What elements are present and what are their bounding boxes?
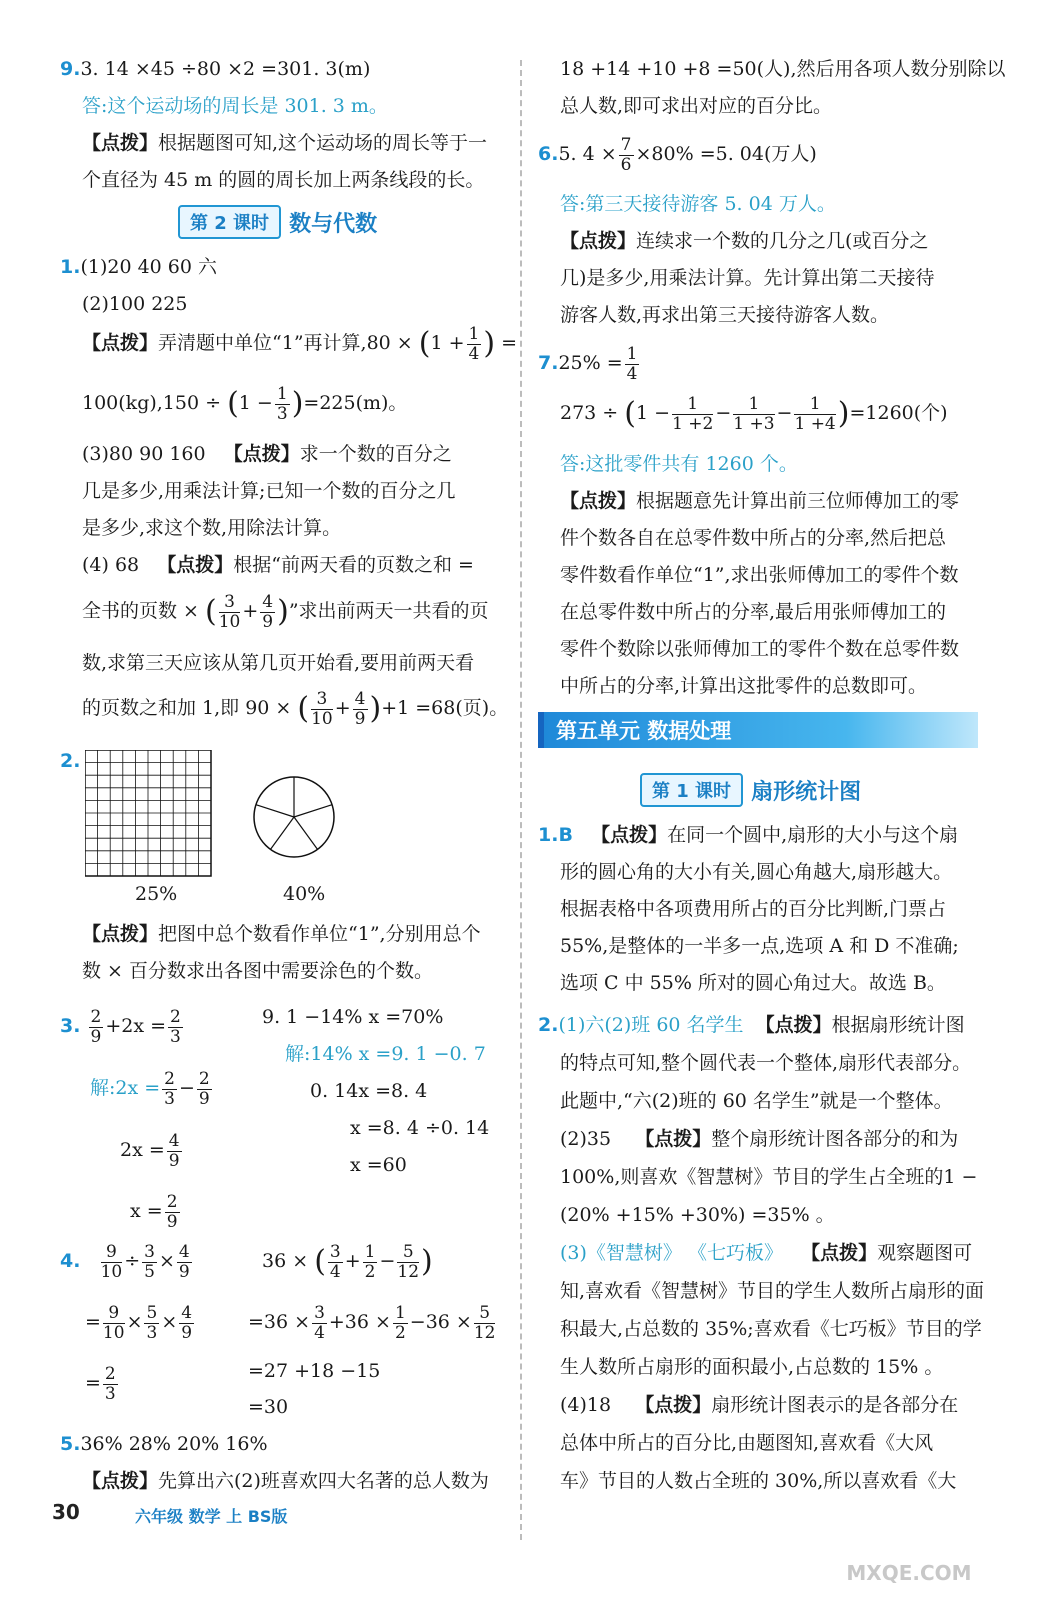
expr: 1 + xyxy=(430,332,465,355)
q4-b-line2 xyxy=(248,1304,497,1342)
banner-bar xyxy=(538,712,544,748)
expr: x = xyxy=(130,1200,163,1223)
expr: ÷ xyxy=(124,1250,141,1273)
q7-tip-1 xyxy=(560,492,959,511)
expr: × xyxy=(126,1311,143,1334)
q4-a-line1 xyxy=(60,1243,194,1281)
tip-text: 求一个数的百分之 xyxy=(299,443,452,465)
q2-tip-1 xyxy=(82,925,481,944)
fraction: $\frac{2}{3}$ xyxy=(104,1364,116,1404)
tip-tag: 【点拨】 xyxy=(591,824,668,846)
q3-a-line4 xyxy=(130,1193,182,1231)
tip-text: 扇形统计图表示的是各部分在 xyxy=(711,1394,959,1416)
q3-a-line1 xyxy=(60,1008,185,1046)
r2-p1-tip-2: 的特点可知,整个圆代表一个整体,扇形代表部分。 xyxy=(560,1052,972,1074)
tip-text: 观察题图可 xyxy=(877,1242,973,1264)
r1-tip-4: 55%,是整体的一半多一点,选项 A 和 D 不准确; xyxy=(560,935,959,957)
q1-p3-tip-2: 几是多少,用乘法计算;已知一个数的百分之几 xyxy=(82,480,456,502)
expr: 1 − xyxy=(636,402,671,425)
q7-tip-5: 零件个数除以张师傅加工的零件个数在总零件数 xyxy=(560,638,960,660)
fraction: $\frac{4}{9}$ xyxy=(354,689,366,729)
tip-text: 的页数之和加 1,即 90 × xyxy=(82,697,292,720)
tip-text: 先算出六(2)班喜欢四大名著的总人数为 xyxy=(158,1470,489,1492)
tip-text: 根据“前两天看的页数之和 = xyxy=(233,554,474,576)
expr: 1 − xyxy=(238,392,273,415)
r2-part2 xyxy=(560,1130,958,1149)
q1-p4-tip-3: 数,求第三天应该从第几页开始看,要用前两天看 xyxy=(82,652,475,674)
tip-tag: 【点拨】 xyxy=(755,1014,832,1036)
circle-diagram xyxy=(252,775,336,859)
fraction: $\frac{9}{10}$ xyxy=(100,1242,123,1282)
tip-tag: 【点拨】 xyxy=(223,443,300,465)
r2-number: 2. xyxy=(538,1014,559,1036)
r1-line xyxy=(538,826,958,845)
q1-p3-tip-3: 是多少,求这个数,用除法计算。 xyxy=(82,517,342,539)
expr: 5. 4 × xyxy=(558,143,617,166)
tip-text: 全书的页数 × xyxy=(82,600,199,623)
q6-number: 6. xyxy=(538,143,559,166)
grid-diagram xyxy=(85,750,213,878)
expr: 2x = xyxy=(120,1139,165,1162)
q9-tip-2: 个直径为 45 m 的圆的周长加上两条线段的长。 xyxy=(82,169,485,191)
r1-number: 1. xyxy=(538,824,559,846)
q1-tip-line-a: 【点拨】弄清题中单位“1”再计算,80 × (1 + $\frac{1}{4}$ ) = xyxy=(82,324,518,364)
column-divider xyxy=(520,60,522,1540)
q1-part4 xyxy=(82,556,474,575)
fraction: $\frac{1}{3}$ xyxy=(276,384,288,424)
q7-line-2: 273 ÷ (1 − $\frac{1}{1 +2}$ − $\frac{1}{1 +3}$ − $\frac{1}{1 +4}$ )=1260(个) xyxy=(560,394,948,434)
q2-tip-2: 数 × 百分数求出各图中需要涂色的个数。 xyxy=(82,960,434,982)
r2-answer-3: (3)《智慧树》 《七巧板》 xyxy=(560,1242,783,1264)
expr: − xyxy=(179,1077,195,1100)
fraction: $\frac{3}{10}$ xyxy=(311,689,333,729)
q1-part1 xyxy=(60,258,217,277)
q2-line xyxy=(60,752,80,771)
tip-text: 根据题图可知,这个运动场的周长等于一 xyxy=(158,132,488,154)
expr: +36 × xyxy=(328,1311,391,1334)
q4-b-line3: =27 +18 −15 xyxy=(248,1360,381,1382)
tip-text: 整个扇形统计图各部分的和为 xyxy=(711,1128,959,1150)
q1-p4-tip-2: 全书的页数 × ( $\frac{3}{10}$ + $\frac{4}{9}$ )”求出前两天一共看的页 xyxy=(82,592,489,632)
expr: 解:2x = xyxy=(90,1077,161,1100)
expr: 解:14% x =9. 1 −0. 7 xyxy=(285,1043,486,1065)
lesson-1-header xyxy=(640,773,861,807)
fraction: $\frac{2}{9}$ xyxy=(198,1069,210,1109)
r1-answer: B xyxy=(558,824,573,846)
q1-tip-line-b: 100(kg),150 ÷ (1 − $\frac{1}{3}$ )=225(m)。 xyxy=(82,384,408,424)
q9-equation: 3. 14 ×45 ÷80 ×2 =301. 3(m) xyxy=(80,58,371,80)
lesson-2-box: 第 2 课时 xyxy=(178,205,281,239)
q1-part3 xyxy=(82,445,452,464)
tip-tag: 【点拨】 xyxy=(635,1128,712,1150)
r2-answer-1: (1)六(2)班 60 名学生 xyxy=(558,1014,744,1036)
q7-number: 7. xyxy=(538,352,559,375)
lesson-2-title: 数与代数 xyxy=(289,211,378,237)
r2-answer-2: (2)35 xyxy=(560,1128,612,1150)
q5-tip-1 xyxy=(82,1472,489,1491)
tip-tag: 【点拨】 xyxy=(560,230,637,252)
expr: − xyxy=(715,402,732,425)
fraction: $\frac{9}{10}$ xyxy=(102,1303,125,1343)
expr: +2x = xyxy=(105,1015,167,1038)
expr: =225(m)。 xyxy=(303,392,408,415)
expr: + xyxy=(344,1250,361,1273)
footer-book-title: 六年级 数学 上 BS版 xyxy=(135,1507,288,1526)
q9-answer: 答:这个运动场的周长是 301. 3 m。 xyxy=(82,95,388,117)
r2-p3-tip-4: 生人数所占扇形的面积最小,占总数的 15% 。 xyxy=(560,1356,944,1378)
expr: = xyxy=(501,332,518,355)
r2-part4 xyxy=(560,1396,958,1415)
q6-answer: 答:第三天接待游客 5. 04 万人。 xyxy=(560,193,836,215)
tip-tag: 【点拨】 xyxy=(801,1242,878,1264)
q3-b-line1: 9. 1 −14% x =70% xyxy=(262,1006,444,1028)
q4-b-line1: 36 × ( $\frac{3}{4}$ + $\frac{1}{2}$ − $\frac{5}{12}$ ) xyxy=(262,1242,433,1282)
q2-number: 2. xyxy=(60,750,81,772)
tip-text: 根据题意先计算出前三位师傅加工的零 xyxy=(636,490,960,512)
fraction: $\frac{2}{9}$ xyxy=(90,1007,102,1047)
expr: − xyxy=(776,402,793,425)
continued-line-2: 总人数,即可求出对应的百分比。 xyxy=(560,95,833,117)
fraction: $\frac{1}{4}$ xyxy=(468,324,480,364)
tip-text: 100(kg),150 ÷ xyxy=(82,392,222,415)
q7-tip-6: 中所占的分率,计算出这批零件的总数即可。 xyxy=(560,675,928,697)
r2-answer-4: (4)18 xyxy=(560,1394,612,1416)
q1-p4-tip-4: 的页数之和加 1,即 90 × ( $\frac{3}{10}$ + $\frac{4}{9}$ )+1 =68(页)。 xyxy=(82,689,509,729)
q7-answer: 答:这批零件共有 1260 个。 xyxy=(560,453,798,475)
unit-title: 第五单元 数据处理 xyxy=(556,719,732,743)
r2-p3-tip-3: 积最大,占总数的 35%;喜欢看《七巧板》节目的学 xyxy=(560,1318,982,1340)
q9-number: 9. xyxy=(60,58,81,80)
expr: × xyxy=(161,1311,178,1334)
tip-tag: 【点拨】 xyxy=(82,332,159,355)
fraction: $\frac{2}{3}$ xyxy=(170,1007,181,1047)
q4-b-line4: =30 xyxy=(248,1396,289,1418)
fraction: $\frac{1}{2}$ xyxy=(394,1303,406,1343)
r1-tip-2: 形的圆心角的大小有关,圆心角越大,扇形越大。 xyxy=(560,861,953,883)
tip-text: ”求出前两天一共看的页 xyxy=(288,600,489,623)
expr: =36 × xyxy=(248,1311,311,1334)
q5-answers: 36% 28% 20% 16% xyxy=(80,1433,268,1455)
circle-caption: 40% xyxy=(283,883,326,905)
r2-part1 xyxy=(538,1016,965,1035)
tip-text: 在同一个圆中,扇形的大小与这个扇 xyxy=(667,824,959,846)
tip-tag: 【点拨】 xyxy=(635,1394,712,1416)
fraction: $\frac{7}{6}$ xyxy=(620,135,632,175)
r2-p2-tip-2: 100%,则喜欢《智慧树》节目的学生占全班的1 − xyxy=(560,1166,978,1188)
expr: =1260(个) xyxy=(849,402,948,425)
watermark-logo: MXQE.COM xyxy=(846,1561,972,1585)
unit-banner xyxy=(538,712,978,748)
q3-b-line2 xyxy=(285,1045,486,1064)
tip-tag: 【点拨】 xyxy=(82,923,159,945)
q1-answer-4: (4) 68 xyxy=(82,554,140,576)
expr: 273 ÷ xyxy=(560,402,619,425)
q1-answer-2: (2)100 225 xyxy=(82,293,188,315)
lesson-2-header xyxy=(178,205,377,239)
q9-tip-1 xyxy=(82,134,487,153)
fraction: $\frac{1}{2}$ xyxy=(364,1242,376,1282)
q4-a-line3 xyxy=(85,1365,120,1403)
q3-b-line3: 0. 14x =8. 4 xyxy=(310,1080,428,1102)
fraction: $\frac{1}{1 +4}$ xyxy=(794,394,836,434)
q5-number: 5. xyxy=(60,1433,81,1455)
r2-part3 xyxy=(560,1244,972,1263)
expr: = xyxy=(85,1311,101,1334)
q6-line xyxy=(538,136,817,174)
r2-p3-tip-2: 知,喜欢看《智慧树》节目的学生人数所占扇形的面 xyxy=(560,1280,985,1302)
q6-tip-1 xyxy=(560,232,928,251)
fraction: $\frac{4}{9}$ xyxy=(181,1303,193,1343)
expr: − xyxy=(379,1250,396,1273)
tip-text: 弄清题中单位“1”再计算,80 × xyxy=(158,332,413,355)
q3-a-line2 xyxy=(90,1070,214,1108)
tip-text: 连续求一个数的几分之几(或百分之 xyxy=(636,230,929,252)
fraction: $\frac{4}{9}$ xyxy=(168,1131,180,1171)
q7-line-1 xyxy=(538,345,641,383)
q4-number: 4. xyxy=(60,1250,81,1273)
page-number: 30 xyxy=(52,1500,80,1524)
tip-tag: 【点拨】 xyxy=(157,554,234,576)
q9-line xyxy=(60,60,370,79)
fraction: $\frac{2}{3}$ xyxy=(164,1069,175,1109)
expr: −36 × xyxy=(409,1311,472,1334)
q3-a-line3 xyxy=(120,1132,184,1170)
r2-p4-tip-2: 总体中所占的百分比,由题图知,喜欢看《大风 xyxy=(560,1432,934,1454)
fraction: $\frac{5}{12}$ xyxy=(473,1303,496,1343)
fraction: $\frac{1}{1 +2}$ xyxy=(672,394,714,434)
q5-line xyxy=(60,1435,268,1454)
r2-p4-tip-3: 车》节目的人数占全班的 30%,所以喜欢看《大 xyxy=(560,1470,957,1492)
expr: ×80% =5. 04(万人) xyxy=(635,143,817,166)
fraction: $\frac{3}{10}$ xyxy=(218,592,241,632)
tip-text: 根据扇形统计图 xyxy=(831,1014,965,1036)
lesson-1-title: 扇形统计图 xyxy=(751,779,862,805)
expr: 36 × xyxy=(262,1250,309,1273)
q4-a-line2 xyxy=(85,1304,196,1342)
continued-line-1: 18 +14 +10 +8 =50(人),然后用各项人数分别除以 xyxy=(560,58,1006,80)
q7-tip-4: 在总零件数中所占的分率,最后用张师傅加工的 xyxy=(560,601,947,623)
q7-tip-2: 件个数各自在总零件数中所占的分率,然后把总 xyxy=(560,527,947,549)
tip-tag: 【点拨】 xyxy=(82,132,159,154)
tip-text: 把图中总个数看作单位“1”,分别用总个 xyxy=(158,923,481,945)
q6-tip-2: 几)是多少,用乘法计算。先计算出第二天接待 xyxy=(560,267,935,289)
fraction: $\frac{3}{5}$ xyxy=(144,1242,155,1282)
grid-caption: 25% xyxy=(135,883,178,905)
tip-tag: 【点拨】 xyxy=(82,1470,159,1492)
fraction: $\frac{4}{9}$ xyxy=(262,592,274,632)
fraction: $\frac{3}{4}$ xyxy=(314,1303,325,1343)
r1-tip-5: 选项 C 中 55% 所对的圆心角过大。故选 B。 xyxy=(560,972,946,994)
fraction: $\frac{1}{4}$ xyxy=(626,344,638,384)
fraction: $\frac{5}{3}$ xyxy=(146,1303,158,1343)
expr: = xyxy=(85,1372,101,1395)
expr: 25% = xyxy=(558,352,623,375)
fraction: $\frac{1}{1 +3}$ xyxy=(733,394,775,434)
lesson-1-box: 第 1 课时 xyxy=(640,773,743,807)
q1-answer-3: (3)80 90 160 xyxy=(82,443,206,465)
q1-answer-1: (1)20 40 60 六 xyxy=(80,256,218,278)
fraction: $\frac{5}{12}$ xyxy=(397,1242,420,1282)
r2-p1-tip-3: 此题中,“六(2)班的 60 名学生”就是一个整体。 xyxy=(560,1090,953,1112)
fraction: $\frac{3}{4}$ xyxy=(329,1242,341,1282)
tip-tag: 【点拨】 xyxy=(560,490,637,512)
q3-number: 3. xyxy=(60,1015,81,1038)
q7-tip-3: 零件数看作单位“1”,求出张师傅加工的零件个数 xyxy=(560,564,959,586)
q1-number: 1. xyxy=(60,256,81,278)
q3-b-line5: x =60 xyxy=(350,1154,407,1176)
r2-p2-tip-3: (20% +15% +30%) =35% 。 xyxy=(560,1204,835,1226)
expr: × xyxy=(158,1250,175,1273)
fraction: $\frac{2}{9}$ xyxy=(166,1192,178,1232)
q3-b-line4: x =8. 4 ÷0. 14 xyxy=(350,1117,490,1139)
r1-tip-3: 根据表格中各项费用所占的百分比判断,门票占 xyxy=(560,898,947,920)
fraction: $\frac{4}{9}$ xyxy=(178,1242,190,1282)
tip-text: +1 =68(页)。 xyxy=(381,697,509,720)
q6-tip-3: 游客人数,再求出第三天接待游客人数。 xyxy=(560,304,890,326)
